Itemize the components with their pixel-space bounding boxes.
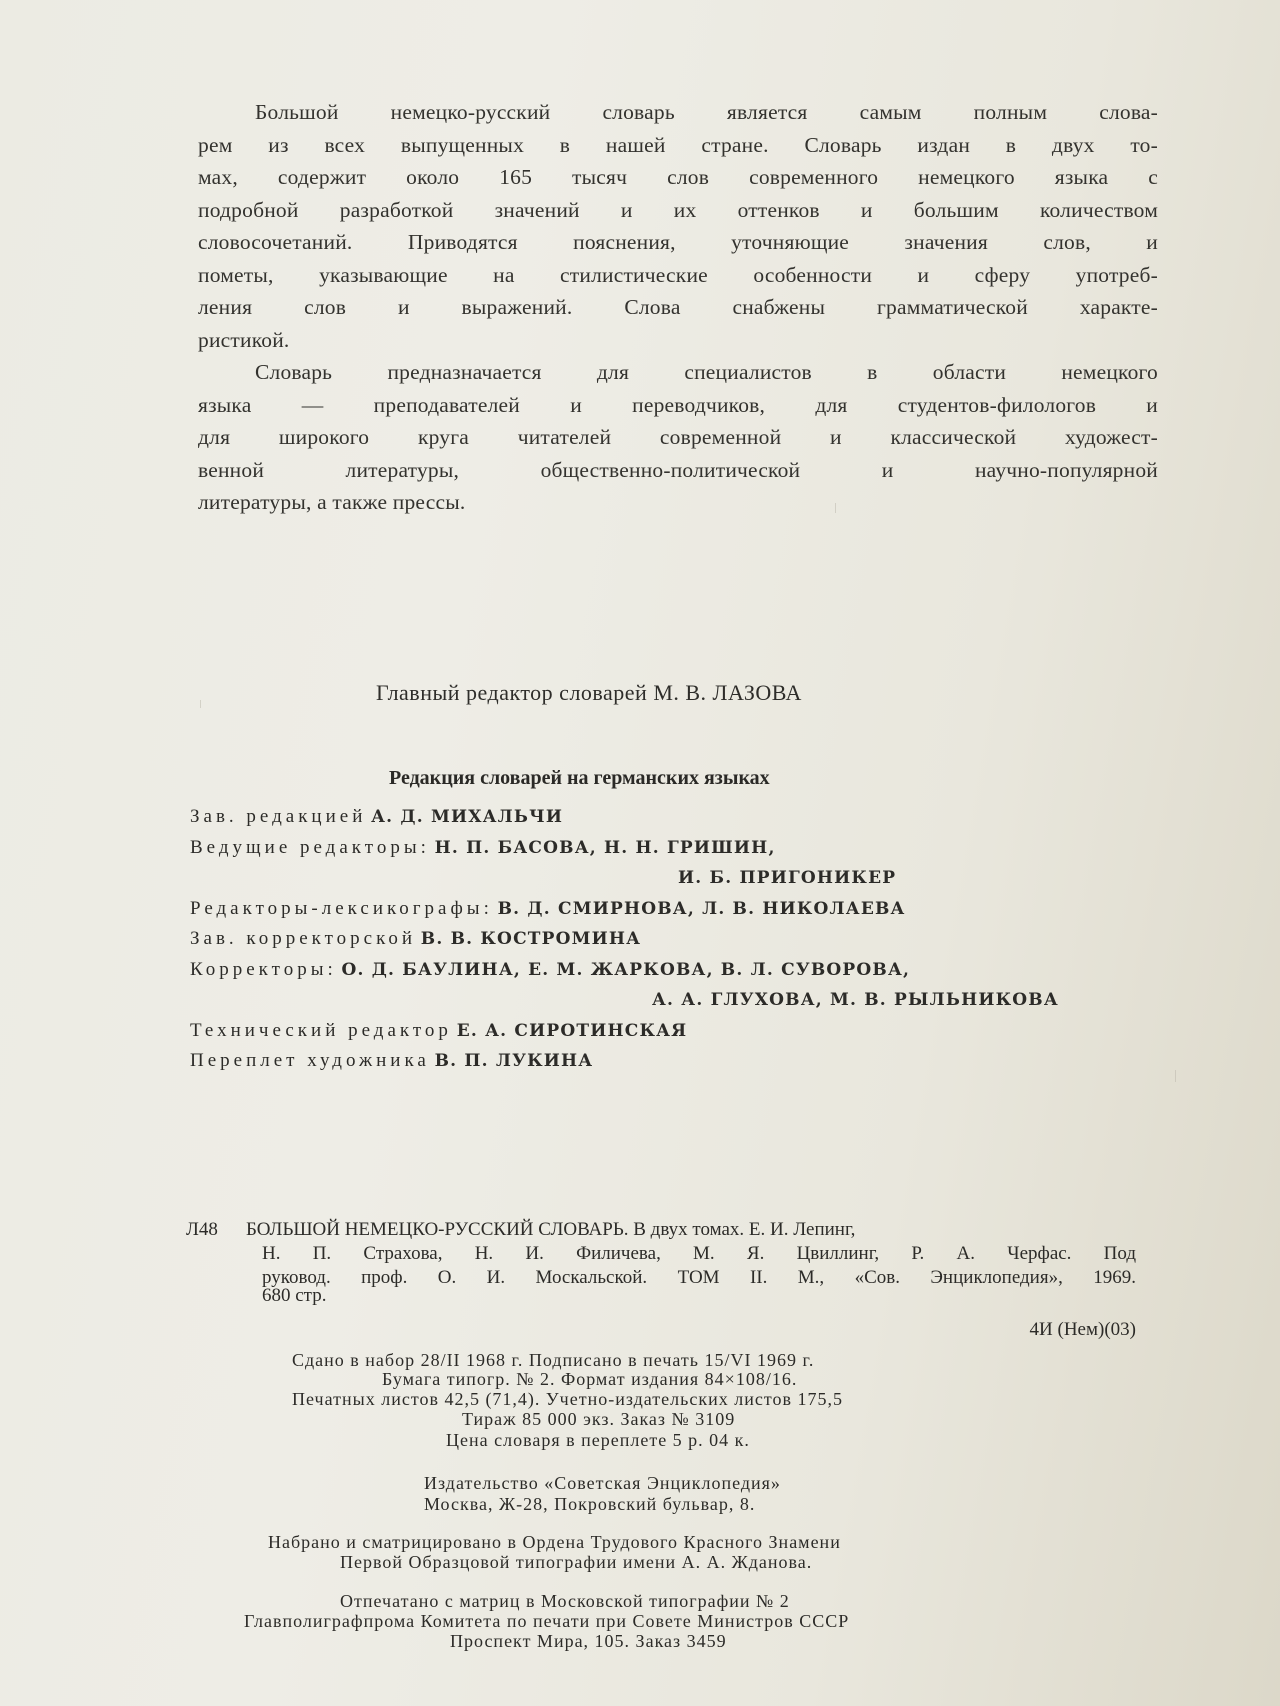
text-line: подробной разработкой значений и их оттенков и большим количеством <box>198 197 1158 222</box>
imprint-line: Главполиграфпрома Комитета по печати при Совете Министров СССР <box>244 1611 850 1631</box>
staff-row-continuation <box>190 985 1140 1016</box>
staff-names: В. П. ЛУКИНА <box>434 1051 594 1071</box>
imprint-line: Первой Образцовой типографии имени А. А. Жданова. <box>340 1552 813 1572</box>
classification-code: 4И (Нем)(03) <box>1029 1319 1136 1340</box>
staff-role: Корректоры: <box>190 958 337 980</box>
biblio-first-line <box>186 1218 1136 1242</box>
biblio-line: руковод. проф. О. И. Москальской. ТОМ II. М., «Сов. Энциклопедия», 1969. <box>262 1267 1136 1288</box>
publisher-name: Издательство «Советская Энциклопедия» <box>424 1473 781 1493</box>
text-line: Большой немецко-русский словарь является самым полным слова- <box>255 100 1158 124</box>
staff-role: Зав. редакцией <box>190 806 367 827</box>
staff-names: Е. А. СИРОТИНСКАЯ <box>456 1020 688 1041</box>
staff-names: А. Д. МИХАЛЬЧИ <box>371 807 564 827</box>
text-line: ления слов и выражений. Слова снабжены грамматической характе- <box>198 295 1158 319</box>
staff-names: В. В. КОСТРОМИНА <box>420 929 642 949</box>
staff-names: Н. П. БАСОВА, Н. Н. ГРИШИН, <box>434 837 776 858</box>
library-index: Л48 <box>186 1219 218 1240</box>
staff-row <box>190 1046 1140 1077</box>
staff-names: О. Д. БАУЛИНА, Е. М. ЖАРКОВА, В. Л. СУВОРОВА, <box>341 959 911 980</box>
publisher-address: Москва, Ж-28, Покровский бульвар, 8. <box>424 1494 756 1514</box>
staff-row-continuation <box>190 863 1140 894</box>
chief-editor-line: Главный редактор словарей М. В. ЛАЗОВА <box>376 680 802 705</box>
description-paragraph-2 <box>198 356 1158 519</box>
staff-names: И. Б. ПРИГОНИКЕР <box>678 868 897 888</box>
bibliographic-record <box>186 1218 1136 1342</box>
text-line: рем из всех выпущенных в нашей стране. Словарь издан в двух то- <box>198 132 1158 157</box>
imprint-line: Цена словаря в переплете 5 р. 04 к. <box>446 1430 750 1450</box>
biblio-title: БОЛЬШОЙ НЕМЕЦКО-РУССКИЙ СЛОВАРЬ. В двух томах. Е. И. Лепинг, <box>246 1219 856 1240</box>
staff-row <box>190 1016 1140 1047</box>
staff-row <box>190 802 1140 833</box>
description-block <box>198 96 1158 519</box>
staff-names: В. Д. СМИРНОВА, Л. В. НИКОЛАЕВА <box>497 898 906 919</box>
biblio-line: Н. П. Страхова, Н. И. Филичева, М. Я. Цвиллинг, Р. А. Черфас. Под <box>262 1243 1136 1264</box>
staff-row <box>190 894 1140 925</box>
staff-role: Переплет художника <box>190 1050 430 1071</box>
text-line: пометы, указывающие на стилистические особенности и сферу употреб- <box>198 262 1158 287</box>
department-title: Редакция словарей на германских языках <box>389 767 770 789</box>
staff-row <box>190 924 1140 955</box>
staff-row <box>190 833 1140 864</box>
imprint-line: Печатных листов 42,5 (71,4). Учетно-издательских листов 175,5 <box>292 1389 843 1409</box>
staff-list <box>190 802 1140 1077</box>
text-line: для широкого круга читателей современной и классической художест- <box>198 425 1158 449</box>
staff-role: Редакторы-лексикографы: <box>190 897 493 919</box>
imprint-line: Сдано в набор 28/II 1968 г. Подписано в печать 15/VI 1969 г. <box>292 1350 815 1370</box>
text-line: Словарь предназначается для специалистов в области немецкого <box>255 360 1158 384</box>
staff-role: Технический редактор <box>190 1019 452 1041</box>
imprint-line: Отпечатано с матриц в Московской типографии № 2 <box>340 1591 790 1611</box>
text-line: литературы, а также прессы. <box>198 490 466 514</box>
staff-row <box>190 955 1140 986</box>
imprint-line: Проспект Мира, 105. Заказ 3459 <box>450 1631 727 1651</box>
text-line: словосочетаний. Приводятся пояснения, уточняющие значения слов, и <box>198 230 1158 254</box>
biblio-line: 680 стр. <box>262 1285 327 1306</box>
staff-role: Ведущие редакторы: <box>190 836 430 858</box>
imprint-line: Набрано и сматрицировано в Ордена Трудового Красного Знамени <box>268 1532 841 1552</box>
text-line: ристикой. <box>198 327 290 352</box>
paper-speck <box>1175 1070 1176 1082</box>
description-paragraph-1 <box>198 96 1158 356</box>
text-line: языка — преподавателей и переводчиков, для студентов-филологов и <box>198 392 1158 417</box>
paper-speck <box>200 700 201 708</box>
text-line: мах, содержит около 165 тысяч слов современного немецкого языка с <box>198 165 1158 189</box>
imprint-line: Бумага типогр. № 2. Формат издания 84×108/16. <box>382 1369 798 1389</box>
staff-names: А. А. ГЛУХОВА, М. В. РЫЛЬНИКОВА <box>652 990 1059 1010</box>
staff-role: Зав. корректорской <box>190 928 417 949</box>
text-line: венной литературы, общественно-политической и научно-популярной <box>198 457 1158 482</box>
imprint-line: Тираж 85 000 экз. Заказ № 3109 <box>462 1409 736 1429</box>
